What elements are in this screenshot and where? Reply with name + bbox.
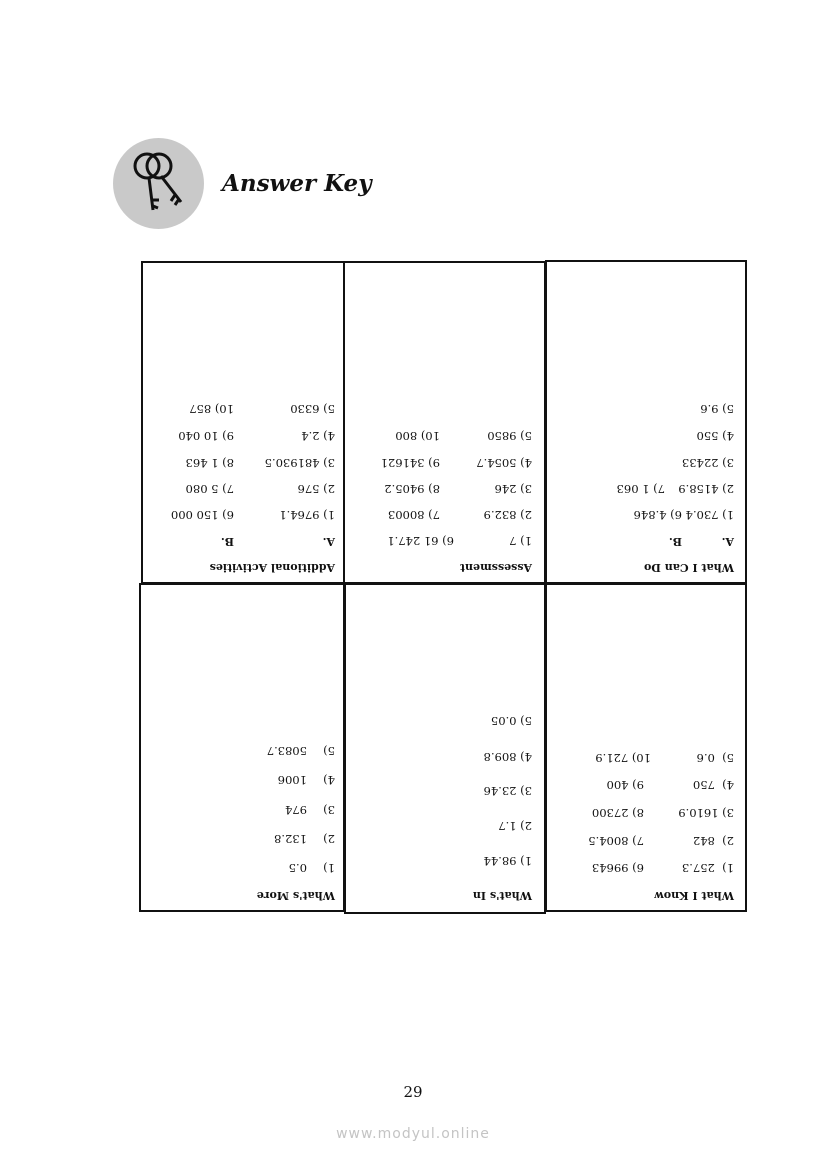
page-number: 29 bbox=[403, 1083, 423, 1101]
answer: 6) 150 000 bbox=[170, 508, 234, 522]
answer: 1006 bbox=[277, 773, 307, 787]
answer: 2) 1.7 bbox=[498, 819, 532, 833]
answer: 1) 7 bbox=[509, 534, 532, 548]
answer: 2) 576 bbox=[297, 482, 335, 496]
item-number: 4) bbox=[323, 773, 335, 787]
answer: 9) 10 040 bbox=[178, 429, 234, 443]
box-additional-activities bbox=[141, 261, 345, 584]
box-title: Additional Activities bbox=[209, 561, 335, 574]
keys-icon bbox=[113, 138, 204, 229]
answer: 4) 5054.7 bbox=[476, 456, 532, 470]
answer: 5) 0.6 bbox=[696, 751, 734, 765]
answer: 7) 8004.5 bbox=[588, 834, 644, 848]
answer: 2) 832.9 bbox=[483, 508, 532, 522]
answer: 974 bbox=[285, 803, 307, 817]
answer: 6) 99643 bbox=[591, 861, 644, 875]
answer: 6) 4.846 bbox=[633, 508, 682, 522]
answer: 8) 27300 bbox=[591, 806, 644, 820]
answer: 5083.7 bbox=[266, 744, 307, 758]
answer: 2) 4158.9 bbox=[678, 482, 734, 496]
answer: 2) 842 bbox=[692, 834, 734, 848]
answer: 9) 341621 bbox=[380, 456, 440, 470]
answer: 10) 800 bbox=[395, 429, 440, 443]
answer: 0.5 bbox=[288, 861, 307, 875]
column-b-label: B. bbox=[220, 535, 234, 548]
answer: 5) 6330 bbox=[290, 402, 335, 416]
watermark: www.modyul.online bbox=[336, 1126, 490, 1142]
answer: 3) 1610.9 bbox=[678, 806, 734, 820]
answer: 4) 2.4 bbox=[301, 429, 335, 443]
answer: 7) 1 063 bbox=[616, 482, 665, 496]
box-whats-more bbox=[139, 583, 345, 912]
answer: 1) 9764.1 bbox=[279, 508, 335, 522]
box-title: What's More bbox=[256, 889, 335, 902]
answer: 10) 857 bbox=[189, 402, 234, 416]
answer: 5) 9850 bbox=[487, 429, 532, 443]
item-number: 3) bbox=[323, 803, 335, 817]
column-b-label: B. bbox=[668, 535, 682, 548]
box-title: What I Can Do bbox=[644, 561, 734, 574]
answer: 7) 5 080 bbox=[185, 482, 234, 496]
answer: 1) 730.4 bbox=[685, 508, 734, 522]
box-assessment bbox=[343, 261, 546, 584]
answer: 10) 721.9 bbox=[595, 751, 651, 765]
box-what-i-can-do bbox=[545, 260, 747, 584]
answer: 1) 98.44 bbox=[483, 854, 532, 868]
answer: 5) 9.6 bbox=[700, 402, 734, 416]
answer: 3) 481930.5 bbox=[264, 456, 335, 470]
answer: 3) 246 bbox=[494, 482, 532, 496]
answer: 1) 257.3 bbox=[681, 861, 734, 875]
box-title: Assessment bbox=[459, 561, 532, 574]
column-a-label: A. bbox=[322, 535, 335, 548]
item-number: 2) bbox=[323, 832, 335, 846]
column-a-label: A. bbox=[721, 535, 734, 548]
answer: 8) 1 463 bbox=[185, 456, 234, 470]
answer: 3) 23.46 bbox=[483, 784, 532, 798]
answer: 4) 750 bbox=[692, 778, 734, 792]
answer: 7) 80003 bbox=[387, 508, 440, 522]
item-number: 5) bbox=[323, 744, 335, 758]
box-title: What I Know bbox=[654, 889, 734, 902]
answer: 8) 9405.2 bbox=[384, 482, 440, 496]
box-whats-in bbox=[344, 583, 546, 914]
answer: 4) 809.8 bbox=[483, 750, 532, 764]
box-title: What's In bbox=[472, 889, 532, 902]
answer: 3) 22433 bbox=[681, 456, 734, 470]
answer: 132.8 bbox=[274, 832, 307, 846]
answer: 6) 61 247.1 bbox=[387, 534, 454, 548]
box-what-i-know bbox=[545, 583, 747, 912]
answer: 4) 550 bbox=[696, 429, 734, 443]
item-number: 1) bbox=[323, 861, 335, 875]
answer: 5) 0.05 bbox=[490, 714, 532, 728]
page-title: Answer Key bbox=[222, 170, 372, 197]
answer: 9) 400 bbox=[606, 778, 644, 792]
